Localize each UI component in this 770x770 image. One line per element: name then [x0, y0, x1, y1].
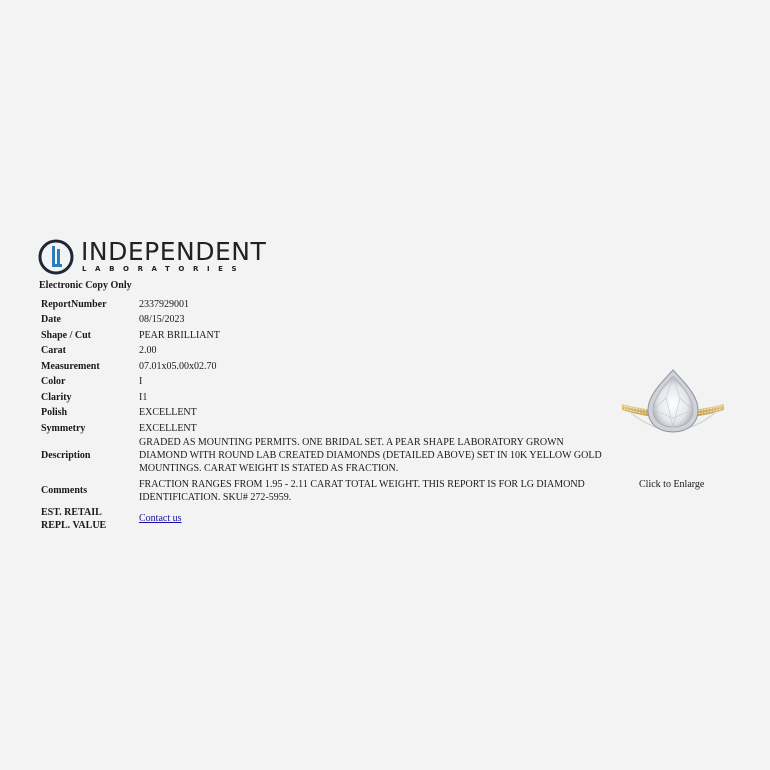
electronic-copy-note: Electronic Copy Only: [39, 280, 132, 291]
field-value: EXCELLENT: [139, 423, 197, 434]
field-value: GRADED AS MOUNTING PERMITS. ONE BRIDAL SET. A PEAR SHAPE LABORATORY GROWN DIAMOND WITH ROUND LAB CREATED DIAMONDS (DETAILED ABOVE) SET IN 10K YELLOW GOLD MOUNTINGS. CARAT WEIGHT IS STATED AS FRACTION.: [139, 437, 602, 474]
field-label: Comments: [41, 485, 88, 496]
field-label: Symmetry: [41, 423, 86, 434]
field-label: Carat: [41, 345, 66, 356]
contact-us-link[interactable]: Contact us: [139, 513, 182, 524]
ring-thumbnail[interactable]: [620, 368, 726, 448]
field-label: [41, 506, 137, 532]
lab-logo-mark-icon: [38, 238, 76, 276]
field-label: Date: [41, 314, 61, 325]
click-to-enlarge-link[interactable]: Click to Enlarge: [639, 479, 705, 490]
field-value: 2.00: [139, 345, 157, 356]
field-label: ReportNumber: [41, 299, 107, 310]
field-value: I1: [139, 392, 148, 403]
field-label: Description: [41, 450, 91, 461]
field-label: Color: [41, 376, 66, 387]
retail-label-line1: EST. RETAIL: [41, 507, 102, 518]
field-label: Polish: [41, 407, 68, 418]
field-value: 2337929001: [139, 299, 189, 310]
lab-logo-wordmark: INDEPENDENT: [81, 237, 267, 266]
lab-logo: [38, 238, 298, 280]
field-value: FRACTION RANGES FROM 1.95 - 2.11 CARAT TOTAL WEIGHT. THIS REPORT IS FOR LG DIAMOND IDENTIFICATION. SKU# 272-5959.: [139, 479, 585, 503]
field-value: 08/15/2023: [139, 314, 185, 325]
field-label: Shape / Cut: [41, 330, 92, 341]
field-value: EXCELLENT: [139, 407, 197, 418]
retail-label-line2: REPL. VALUE: [41, 520, 107, 531]
field-value: 07.01x05.00x02.70: [139, 361, 217, 372]
field-label: Measurement: [41, 361, 100, 372]
field-value: PEAR BRILLIANT: [139, 330, 220, 341]
lab-logo-subtitle: LABORATORIES: [82, 265, 246, 273]
field-value: I: [139, 376, 143, 387]
field-label: Clarity: [41, 392, 72, 403]
